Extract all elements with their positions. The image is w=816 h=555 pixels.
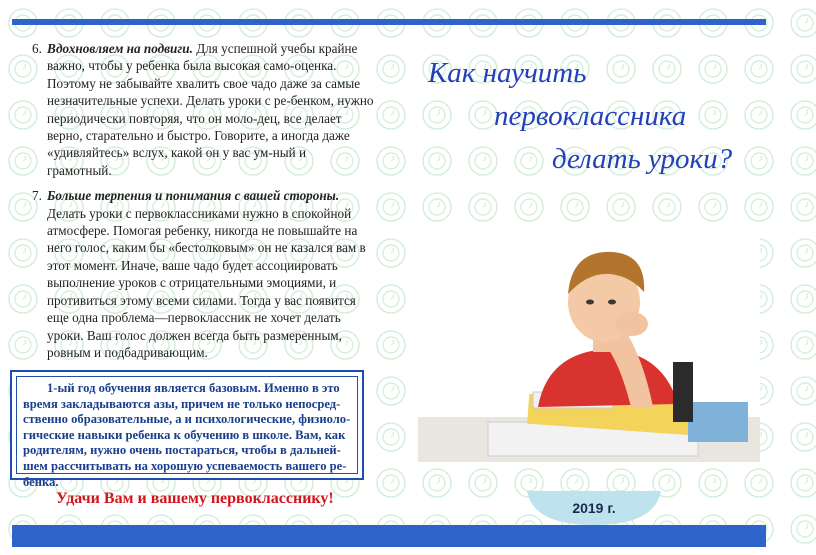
- tip-number: 7.: [32, 188, 42, 204]
- bottom-accent-bar: [12, 525, 766, 547]
- tip-heading: Больше терпения и понимания с вашей стороны.: [47, 188, 340, 204]
- tip-number: 6.: [32, 41, 42, 56]
- top-accent-bar: [12, 19, 766, 25]
- page-title: [428, 52, 768, 181]
- wish-text: Удачи Вам и вашему первокласснику!: [56, 490, 334, 507]
- tip-text: Для успешной учебы крайне важно, чтобы у ребенка была высокая само-оценка. Поэтому не забывайте хвалить свое чадо даже за самые незначительные успехи. Делать уроки с ре-бенком, нужно периодически повторяя, что он моло-дец, все делает верно, старательно и быстро. Говорите, а иногда даже «удивляйтесь» вслух, какой он у вас ум-ный и грамотный.: [47, 41, 374, 178]
- year-label: 2019 г.: [572, 500, 616, 516]
- title-line-1: Как научить: [428, 57, 587, 89]
- tip-heading: Вдохновляем на подвиги.: [47, 41, 193, 56]
- title-line-3: делать уроки?: [552, 143, 733, 175]
- title-line-2: первоклассника: [494, 100, 687, 132]
- tip-6: [32, 40, 374, 179]
- boy-doing-homework-photo: [418, 232, 760, 462]
- tip-7: [32, 187, 374, 361]
- tip-text: Делать уроки с первоклассниками нужно в спокойной атмосфере. Помогая ребенку, никогда не повышайте на него голос, каким бы «бестолковым» он не казался вам в этот момент. Иначе, ваше чадо будет ассоциировать выполнение уроков с отрицательными эмоциями, и противиться этому всеми силами. Тогда у вас появится еще одна проблема—первоклассник не хочет делать уроки. Ваш голос должен всегда быть размеренным, ровным и подбадривающим.: [47, 205, 366, 360]
- callout-text: 1-ый год обучения является базовым. Именно в это время закладываются азы, причем не только непосред-ственно образовательные, а и психологические, физиоло-гические навыки ребенка к обучению в школе. Вам, как родителям, нужно очень постараться, чтобы в дальней-шем рассчитывать на хорошую успеваемость вашего ре-бенка.: [23, 381, 351, 489]
- tips-column: [32, 40, 374, 369]
- callout-box: [10, 370, 364, 489]
